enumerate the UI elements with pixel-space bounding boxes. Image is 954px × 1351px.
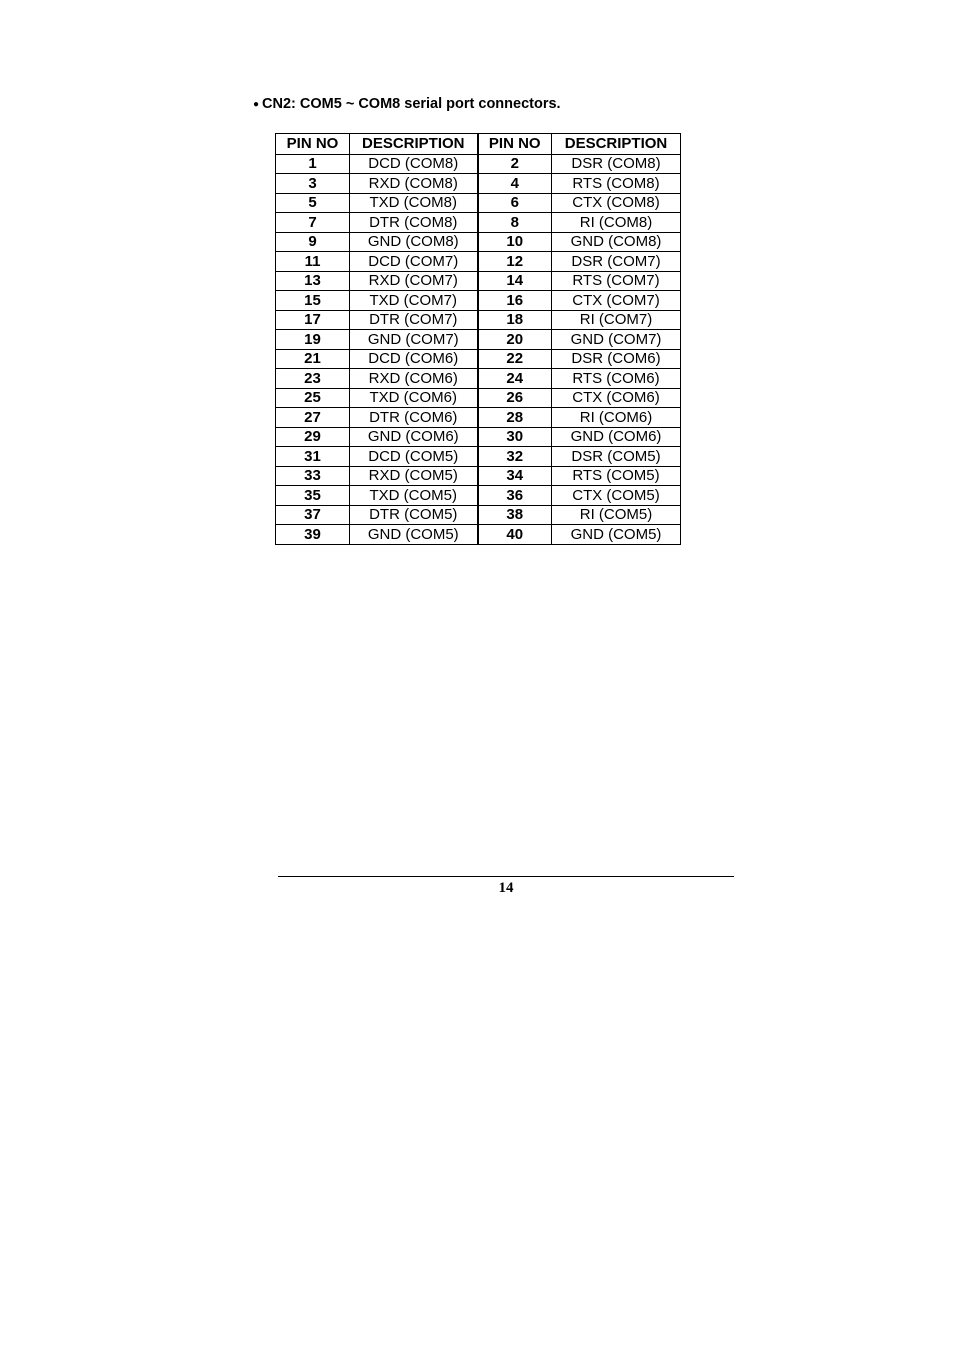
description-cell: CTX (COM5) bbox=[552, 486, 681, 506]
description-cell: GND (COM8) bbox=[552, 232, 681, 252]
bullet-icon: ● bbox=[253, 99, 260, 110]
pin-number-cell: 28 bbox=[478, 408, 552, 428]
description-cell: TXD (COM7) bbox=[350, 291, 478, 311]
description-cell: CTX (COM7) bbox=[552, 291, 681, 311]
pin-number-cell: 1 bbox=[276, 154, 350, 174]
header-pin-no-1: PIN NO bbox=[276, 134, 350, 155]
description-cell: RI (COM7) bbox=[552, 310, 681, 330]
table-row bbox=[276, 193, 681, 213]
pin-number-cell: 6 bbox=[478, 193, 552, 213]
description-cell: DCD (COM5) bbox=[350, 447, 478, 467]
pin-number-cell: 10 bbox=[478, 232, 552, 252]
description-cell: DCD (COM8) bbox=[350, 154, 478, 174]
table-body bbox=[276, 154, 681, 544]
pin-assignment-table bbox=[275, 133, 681, 545]
pin-number-cell: 19 bbox=[276, 330, 350, 350]
table-row bbox=[276, 174, 681, 194]
pin-number-cell: 33 bbox=[276, 466, 350, 486]
description-cell: RI (COM8) bbox=[552, 213, 681, 233]
table-row bbox=[276, 466, 681, 486]
footer-divider bbox=[278, 876, 734, 877]
description-cell: DSR (COM6) bbox=[552, 349, 681, 369]
pin-number-cell: 4 bbox=[478, 174, 552, 194]
table-row bbox=[276, 369, 681, 389]
pin-number-cell: 39 bbox=[276, 525, 350, 545]
pin-number-cell: 12 bbox=[478, 252, 552, 272]
description-cell: GND (COM7) bbox=[350, 330, 478, 350]
description-cell: DTR (COM7) bbox=[350, 310, 478, 330]
description-cell: RTS (COM5) bbox=[552, 466, 681, 486]
table-row bbox=[276, 252, 681, 272]
pin-number-cell: 24 bbox=[478, 369, 552, 389]
description-cell: GND (COM5) bbox=[552, 525, 681, 545]
description-cell: RXD (COM8) bbox=[350, 174, 478, 194]
pin-number-cell: 38 bbox=[478, 505, 552, 525]
description-cell: DTR (COM8) bbox=[350, 213, 478, 233]
pin-number-cell: 14 bbox=[478, 271, 552, 291]
pin-number-cell: 7 bbox=[276, 213, 350, 233]
description-cell: RI (COM6) bbox=[552, 408, 681, 428]
description-cell: DTR (COM5) bbox=[350, 505, 478, 525]
pin-number-cell: 26 bbox=[478, 388, 552, 408]
pin-number-cell: 36 bbox=[478, 486, 552, 506]
pin-number-cell: 11 bbox=[276, 252, 350, 272]
description-cell: DCD (COM6) bbox=[350, 349, 478, 369]
table-row bbox=[276, 447, 681, 467]
pin-number-cell: 27 bbox=[276, 408, 350, 428]
header-pin-no-2: PIN NO bbox=[478, 134, 552, 155]
table-row bbox=[276, 271, 681, 291]
section-heading bbox=[253, 96, 561, 112]
table-row bbox=[276, 505, 681, 525]
pin-number-cell: 20 bbox=[478, 330, 552, 350]
header-description-2: DESCRIPTION bbox=[552, 134, 681, 155]
table-row bbox=[276, 349, 681, 369]
section-heading-text: CN2: COM5 ~ COM8 serial port connectors. bbox=[262, 96, 561, 112]
pin-number-cell: 30 bbox=[478, 427, 552, 447]
pin-number-cell: 3 bbox=[276, 174, 350, 194]
pin-number-cell: 34 bbox=[478, 466, 552, 486]
pin-number-cell: 35 bbox=[276, 486, 350, 506]
description-cell: RTS (COM6) bbox=[552, 369, 681, 389]
description-cell: TXD (COM6) bbox=[350, 388, 478, 408]
table-row bbox=[276, 291, 681, 311]
table-row bbox=[276, 486, 681, 506]
description-cell: GND (COM7) bbox=[552, 330, 681, 350]
pin-number-cell: 17 bbox=[276, 310, 350, 330]
description-cell: RXD (COM5) bbox=[350, 466, 478, 486]
description-cell: RXD (COM6) bbox=[350, 369, 478, 389]
pin-number-cell: 16 bbox=[478, 291, 552, 311]
description-cell: DTR (COM6) bbox=[350, 408, 478, 428]
pin-number-cell: 13 bbox=[276, 271, 350, 291]
description-cell: RTS (COM7) bbox=[552, 271, 681, 291]
table-row bbox=[276, 427, 681, 447]
pin-number-cell: 2 bbox=[478, 154, 552, 174]
table-header-row bbox=[276, 134, 681, 155]
header-description-1: DESCRIPTION bbox=[350, 134, 478, 155]
description-cell: DSR (COM5) bbox=[552, 447, 681, 467]
description-cell: DSR (COM8) bbox=[552, 154, 681, 174]
pin-number-cell: 22 bbox=[478, 349, 552, 369]
description-cell: CTX (COM8) bbox=[552, 193, 681, 213]
table-row bbox=[276, 525, 681, 545]
table-row bbox=[276, 388, 681, 408]
pin-number-cell: 29 bbox=[276, 427, 350, 447]
pin-number-cell: 25 bbox=[276, 388, 350, 408]
description-cell: TXD (COM5) bbox=[350, 486, 478, 506]
description-cell: GND (COM8) bbox=[350, 232, 478, 252]
table-row bbox=[276, 154, 681, 174]
pin-number-cell: 40 bbox=[478, 525, 552, 545]
description-cell: GND (COM6) bbox=[350, 427, 478, 447]
table-row bbox=[276, 408, 681, 428]
description-cell: DCD (COM7) bbox=[350, 252, 478, 272]
pin-number-cell: 9 bbox=[276, 232, 350, 252]
table-row bbox=[276, 232, 681, 252]
description-cell: GND (COM5) bbox=[350, 525, 478, 545]
page-number: 14 bbox=[498, 880, 514, 896]
description-cell: RTS (COM8) bbox=[552, 174, 681, 194]
pin-number-cell: 23 bbox=[276, 369, 350, 389]
pin-number-cell: 18 bbox=[478, 310, 552, 330]
description-cell: GND (COM6) bbox=[552, 427, 681, 447]
description-cell: CTX (COM6) bbox=[552, 388, 681, 408]
description-cell: TXD (COM8) bbox=[350, 193, 478, 213]
pin-number-cell: 15 bbox=[276, 291, 350, 311]
description-cell: DSR (COM7) bbox=[552, 252, 681, 272]
pin-number-cell: 31 bbox=[276, 447, 350, 467]
pin-number-cell: 21 bbox=[276, 349, 350, 369]
table-row bbox=[276, 310, 681, 330]
pin-number-cell: 8 bbox=[478, 213, 552, 233]
pin-number-cell: 5 bbox=[276, 193, 350, 213]
pin-number-cell: 37 bbox=[276, 505, 350, 525]
description-cell: RXD (COM7) bbox=[350, 271, 478, 291]
table-row bbox=[276, 330, 681, 350]
pin-number-cell: 32 bbox=[478, 447, 552, 467]
description-cell: RI (COM5) bbox=[552, 505, 681, 525]
table-row bbox=[276, 213, 681, 233]
